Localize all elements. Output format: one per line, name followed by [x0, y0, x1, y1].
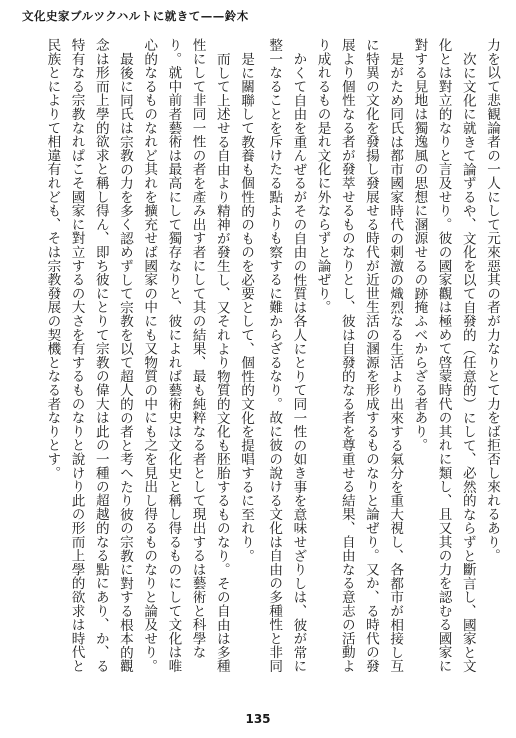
- running-header: 文化史家ブルツクハルトに就きて——鈴木: [22, 9, 249, 23]
- paragraph: 是がため同氏は都市國家時代の刺激の熾烈なる生活より出來する氣分を重大視し、各都市が相接し互に特異の文化を發揚し發展せる時代が近世生活の溷源を形成するものなりと論ぜり。又か、る時代の發展より個性なる者が發萃せるものなりとし、彼は自發的なる者を尊重せる結果、自由なる意志の活動より成れるもの是れ文化に外ならずと論ぜり。: [314, 38, 404, 673]
- paragraph: 次に文化に就きて論ずるや、文化を以て自發的（任意的）にして、必然的ならずと斷言し、國家と文化とは對立的なりと言及せり。彼の國家觀は極めて啓蒙時代の其れに類し、且又其の力を認むる國家に對する見地は獨逸風の思想に溷源せるの跡掩ふべからざる者あり。: [411, 38, 476, 673]
- text-column-left: [14, 38, 258, 678]
- paragraph: 是に關聯して教養も個性的のものを必要として、個性的文化を提唱するに至れり。: [238, 51, 254, 563]
- paragraph: かくて自由を重んぜるがその自由の性質は各人にとりて同一性の如き事を意味せざりしは、彼が常に整一なることを斥けたる點よりも察するに難からざるなり。故に彼の說ける文化は自由の多種性と非同: [266, 38, 307, 673]
- paragraph: 最後に同氏は宗教の力を多く認めずして宗教を以て超人的の者と考へたり彼の宗教に對する根本的觀念は形而上學的欲求と稱し得ん、即ち彼にとりて宗教の偉大は此の一種の超越的なる點にあり、か、る特有なる宗教なれぱこそ國家に對立するの大さを有するものなりと說けり此の形而上學的欲求は時代と民族とによりて相違有れども、そは宗教發展の契機となる者なりとす。: [44, 38, 133, 673]
- page-number: 135: [245, 712, 271, 726]
- paragraph: 而して上述せる自由より精神が發生し、又それより物質的文化も胚胎するものなり。その自由は多種性にして非同一性の者を產み出す者にして其の結果、最も純粹なる者として現出するは藝術と科學なり。就中前者藝術は最高にして獨存なりと、彼によれば藝術史は文化史と稱し得るものにして文化は唯心的なるものなれど其れを擴充せば國家の中にも又物質の中にも之を見出し得るものなりと論及せり。: [141, 38, 230, 673]
- paragraph: 力を以て悲観論者の一人にして元來惡其の者が力なりとて力をば拒否し來れるあり。: [484, 38, 500, 563]
- text-column-right: [260, 38, 504, 678]
